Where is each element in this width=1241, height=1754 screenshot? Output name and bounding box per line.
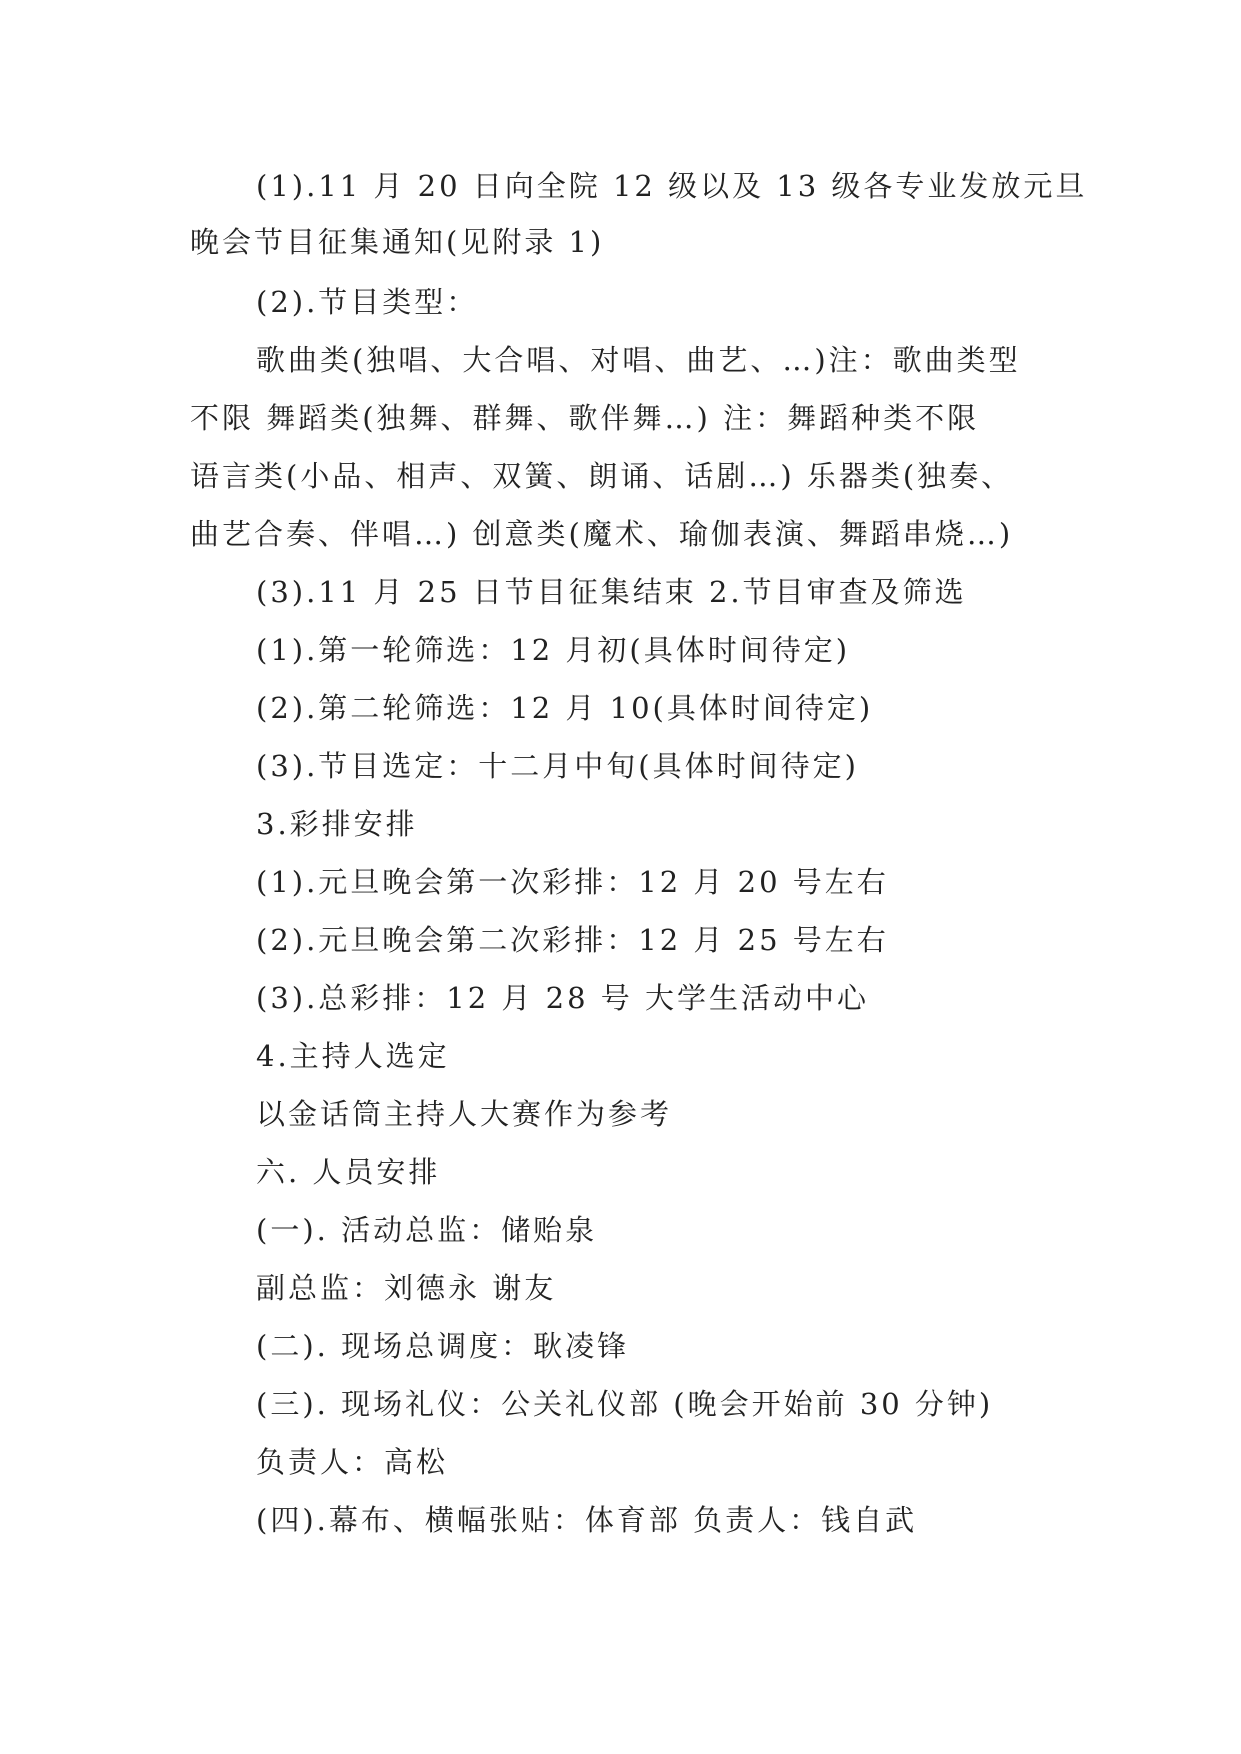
text-line: (2).第二轮筛选：12 月 10(具体时间待定) bbox=[256, 691, 874, 725]
text-line: 不限 舞蹈类(独舞、群舞、歌伴舞…) 注：舞蹈种类不限 bbox=[190, 401, 980, 435]
text-line: (一). 活动总监：储贻泉 bbox=[256, 1213, 598, 1247]
section-heading: 3.彩排安排 bbox=[256, 807, 418, 841]
text-line: 副总监：刘德永 谢友 bbox=[256, 1271, 557, 1305]
text-line: (二). 现场总调度：耿凌锋 bbox=[256, 1329, 630, 1363]
text-line: 歌曲类(独唱、大合唱、对唱、曲艺、…)注：歌曲类型 bbox=[256, 343, 1021, 377]
text-line: 以金话筒主持人大赛作为参考 bbox=[256, 1097, 673, 1131]
text-line: (四).幕布、横幅张贴：体育部 负责人：钱自武 bbox=[256, 1503, 918, 1537]
text-line: (3).11 月 25 日节目征集结束 2.节目审查及筛选 bbox=[256, 575, 967, 609]
section-heading: 六. 人员安排 bbox=[256, 1155, 441, 1189]
text-line: 曲艺合奏、伴唱…) 创意类(魔术、瑜伽表演、舞蹈串烧…) bbox=[190, 517, 1014, 551]
text-line: (1).元旦晚会第一次彩排：12 月 20 号左右 bbox=[256, 865, 889, 899]
text-line: 负责人：高松 bbox=[256, 1445, 449, 1479]
text-line: (三). 现场礼仪：公关礼仪部 (晚会开始前 30 分钟) bbox=[256, 1387, 994, 1421]
text-line: 语言类(小品、相声、双簧、朗诵、话剧…) 乐器类(独奏、 bbox=[190, 459, 1014, 493]
text-line: (1).11 月 20 日向全院 12 级以及 13 级各专业发放元旦 bbox=[256, 169, 1088, 203]
text-line: 晚会节目征集通知(见附录 1) bbox=[190, 225, 605, 259]
text-line: (2).节目类型： bbox=[256, 285, 479, 319]
text-line: (1).第一轮筛选：12 月初(具体时间待定) bbox=[256, 633, 851, 667]
section-heading: 4.主持人选定 bbox=[256, 1039, 450, 1073]
text-line: (3).节目选定：十二月中旬(具体时间待定) bbox=[256, 749, 859, 783]
text-line: (2).元旦晚会第二次彩排：12 月 25 号左右 bbox=[256, 923, 889, 957]
text-line: (3).总彩排：12 月 28 号 大学生活动中心 bbox=[256, 981, 869, 1015]
